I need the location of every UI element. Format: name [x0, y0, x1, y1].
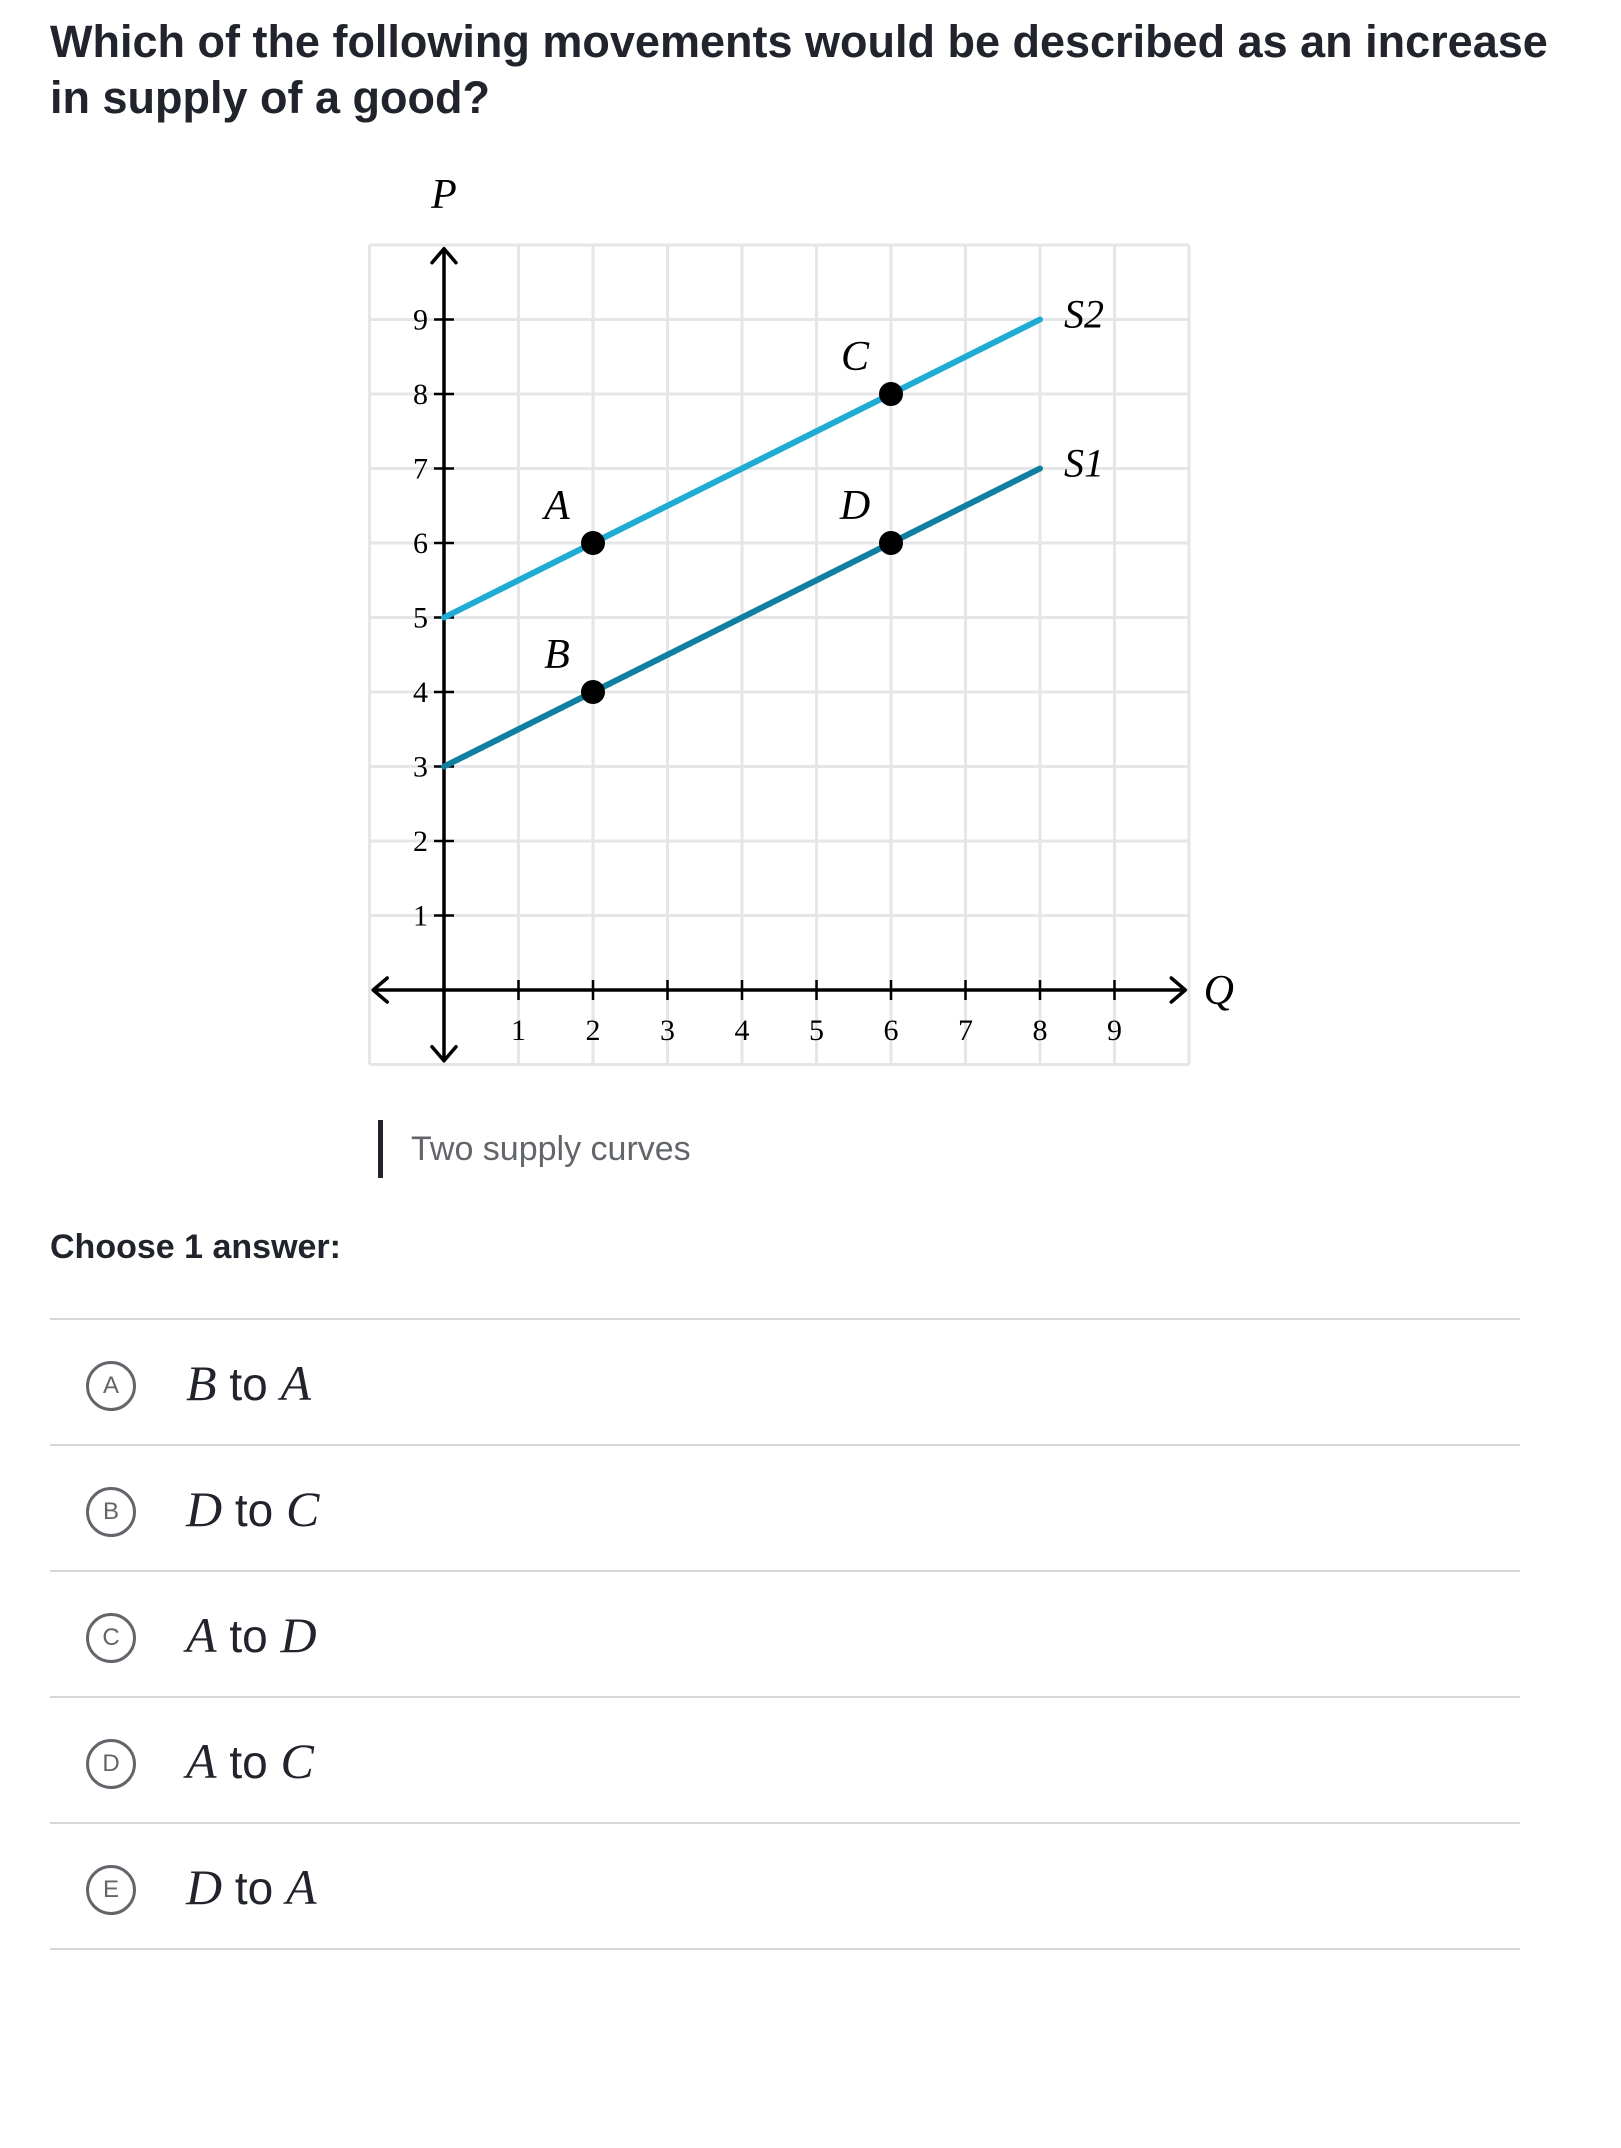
question-text: Which of the following movements would be described as an increase in supply of a good?: [50, 16, 1548, 123]
point-a: [581, 531, 605, 555]
y-tick-label: 1: [413, 899, 428, 933]
answer-text-d: A to C: [186, 1733, 314, 1789]
point-label-d: D: [839, 483, 871, 529]
y-tick-label: 4: [413, 676, 428, 709]
y-axis-label: P: [431, 172, 457, 218]
choice-letter-e: E: [86, 1865, 136, 1915]
choose-answer-prompt: Choose 1 answer:: [50, 1228, 341, 1266]
x-tick-label: 5: [809, 1014, 824, 1047]
supply-curves: [444, 292, 1104, 767]
point-label-a: A: [544, 483, 570, 529]
answer-option-d[interactable]: [50, 1698, 1520, 1824]
x-tick-label: 3: [660, 1014, 675, 1047]
answer-text-e: D to A: [186, 1859, 317, 1915]
graph-caption: Two supply curves: [378, 1120, 691, 1178]
x-tick-label: 2: [585, 1014, 601, 1047]
point-c: [879, 382, 903, 406]
x-tick-label: 4: [734, 1014, 750, 1047]
x-tick-label: 6: [883, 1014, 899, 1047]
graph-points: [541, 334, 903, 704]
x-tick-label: 9: [1107, 1014, 1122, 1047]
y-tick-label: 6: [413, 527, 428, 560]
answer-text-c: A to D: [186, 1607, 317, 1663]
y-tick-label: 8: [413, 378, 428, 411]
choice-letter-b: B: [86, 1487, 136, 1537]
graph-axes: [373, 249, 1185, 1061]
y-tick-label: 7: [413, 452, 428, 486]
point-label-b: B: [544, 632, 570, 678]
y-tick-label: 5: [413, 601, 428, 635]
answer-text-b: D to C: [186, 1481, 320, 1537]
supply-graph: [360, 170, 1260, 1090]
curve-label-s1: S1: [1064, 440, 1104, 486]
choice-letter-d: D: [86, 1739, 136, 1789]
y-tick-label: 2: [413, 825, 428, 858]
choice-letter-a: A: [86, 1361, 136, 1411]
graph-grid: [370, 245, 1190, 1065]
answer-text-a: B to A: [186, 1355, 312, 1411]
answer-option-e[interactable]: [50, 1824, 1520, 1950]
point-d: [879, 531, 903, 555]
point-b: [581, 680, 605, 704]
y-tick-label: 3: [413, 750, 428, 784]
x-axis-label: Q: [1203, 968, 1234, 1014]
x-tick-label: 7: [958, 1014, 973, 1047]
answer-option-a[interactable]: [50, 1320, 1520, 1446]
answer-option-b[interactable]: [50, 1446, 1520, 1572]
answer-list: [50, 1318, 1520, 1950]
x-tick-label: 8: [1032, 1014, 1048, 1047]
curve-label-s2: S2: [1064, 291, 1104, 337]
point-label-c: C: [840, 334, 870, 380]
answer-option-c[interactable]: [50, 1572, 1520, 1698]
x-tick-label: 1: [511, 1014, 526, 1047]
choice-letter-c: C: [86, 1613, 136, 1663]
y-tick-label: 9: [413, 303, 428, 337]
